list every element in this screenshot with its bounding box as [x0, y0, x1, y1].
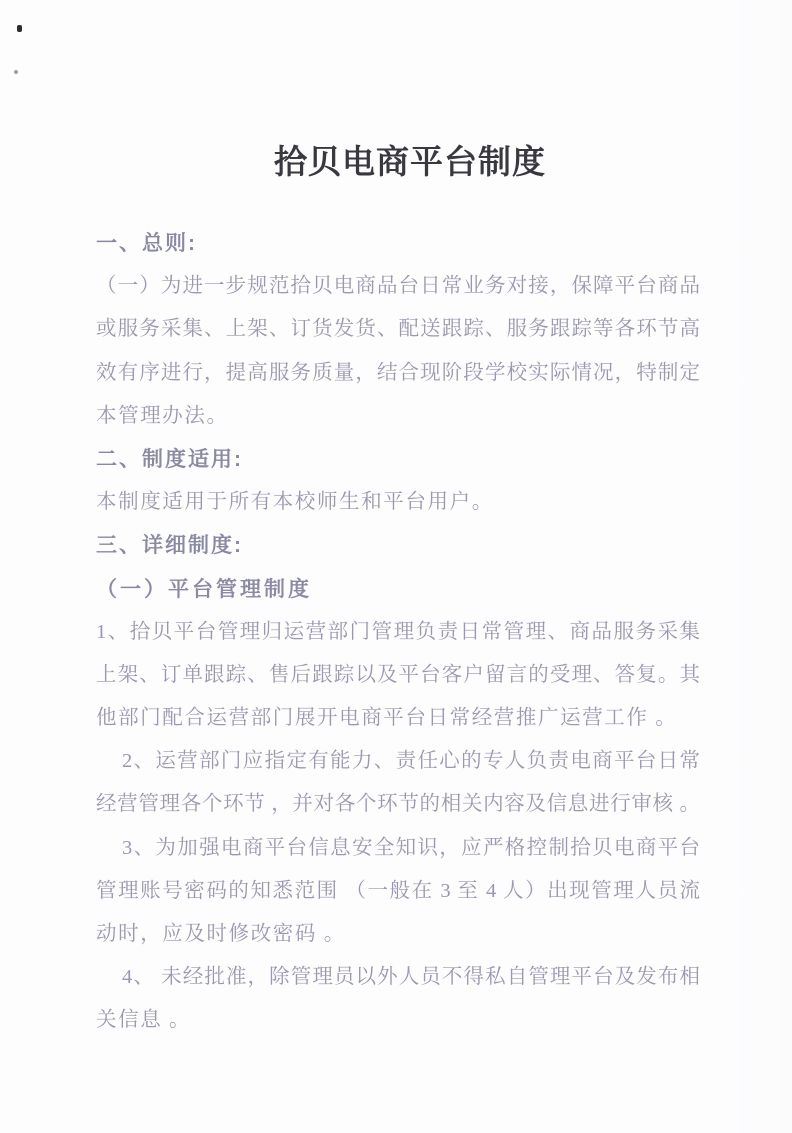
doc-line-item-2: 2、运营部门应指定有能力、责任心的专人负责电商平台日常: [122, 750, 700, 773]
scan-speck-dark: [17, 25, 22, 32]
document-body: [96, 222, 700, 1043]
doc-line: （一）为进一步规范拾贝电商品台日常业务对接，保障平台商品: [96, 275, 700, 298]
doc-line: 1、拾贝平台管理归运营部门管理负责日常管理、商品服务采集: [96, 620, 700, 643]
doc-line: 本制度适用于所有本校师生和平台用户。: [96, 491, 494, 514]
section-heading-applicability: 二、制度适用:: [96, 447, 243, 471]
section-heading-details: 三、详细制度:: [96, 534, 243, 558]
doc-line-item-4: 4、 未经批准，除管理员以外人员不得私自管理平台及发布相: [122, 966, 700, 989]
scan-speck-light: [14, 70, 18, 74]
doc-line: 上架、订单跟踪、售后跟踪以及平台客户留言的受理、答复。其: [96, 663, 700, 686]
doc-line: 动时，应及时修改密码 。: [96, 923, 346, 945]
doc-line: 本管理办法。: [96, 404, 229, 427]
doc-line: 关信息 。: [96, 1009, 192, 1032]
doc-line: 经营管理各个环节 ，并对各个环节的相关内容及信息进行审核 。: [96, 793, 700, 816]
doc-line: 或服务采集、上架、订货发货、配送跟踪、服务跟踪等各环节高: [96, 318, 700, 341]
document-title-text: 拾贝电商平台制度: [274, 145, 546, 181]
doc-line: 效有序进行，提高服务质量，结合现阶段学校实际情况，特制定: [96, 361, 700, 384]
section-heading-general: 一、总则:: [96, 232, 197, 255]
doc-line: 他部门配合运营部门展开电商平台日常经营推广运营工作 。: [96, 707, 678, 730]
doc-line-item-3: 3、为加强电商平台信息安全知识，应严格控制拾贝电商平台: [122, 836, 700, 859]
subsection-heading-platform-management: （一）平台管理制度: [96, 576, 312, 601]
document-title: [274, 136, 546, 183]
doc-line: 管理账号密码的知悉范围 （一般在 3 至 4 人）出现管理人员流: [96, 879, 700, 902]
